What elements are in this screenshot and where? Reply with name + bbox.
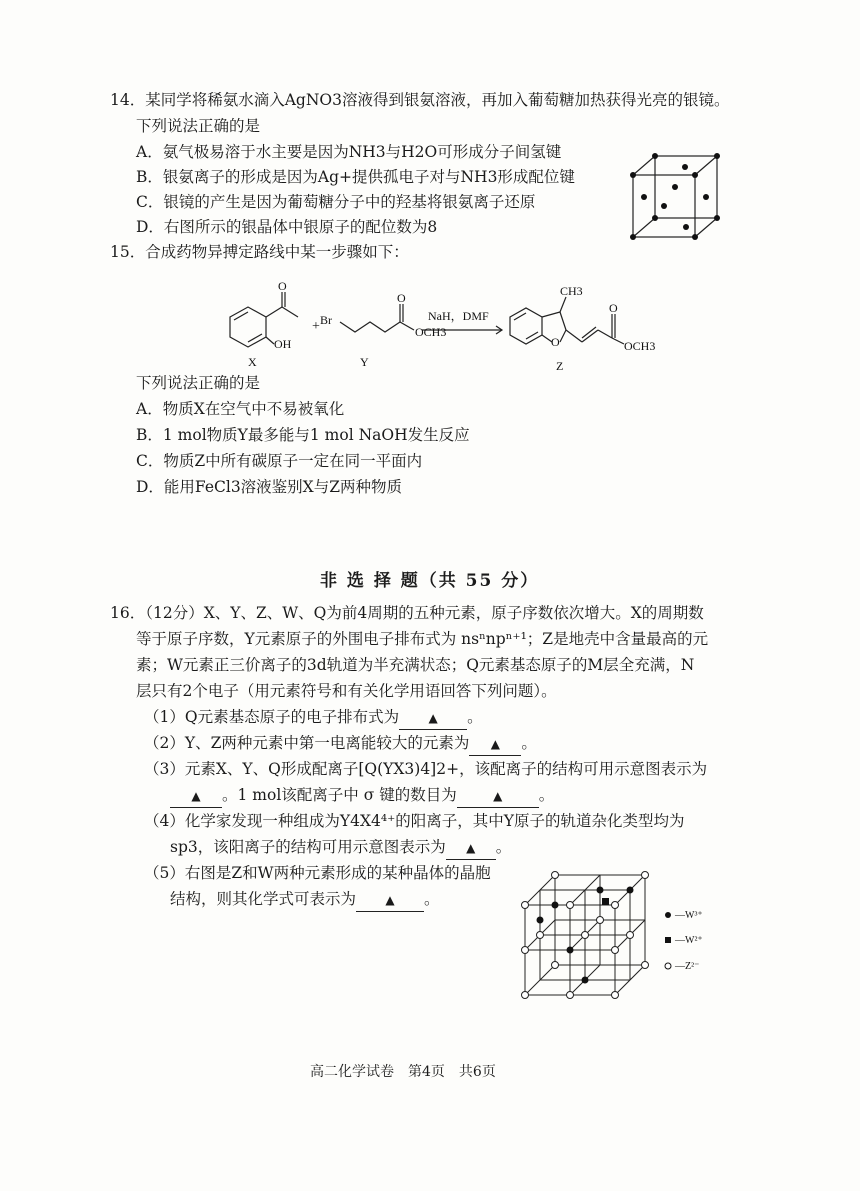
- q16-part-5a: （5）右图是Z和W两种元素形成的某种晶体的晶胞: [144, 864, 491, 882]
- section-title: 非 选 择 题（共 55 分）: [320, 571, 540, 591]
- z-ch3-label: CH3: [560, 284, 583, 298]
- q16-part-2: （2）Y、Z两种元素中第一电离能较大的元素为 ▲ 。: [144, 732, 537, 756]
- q16-part-4b: sp3，该阳离子的结构可用示意图表示为 ▲ 。: [170, 836, 511, 860]
- q15-option-c: C．物质Z中所有碳原子一定在同一平面内: [136, 452, 423, 470]
- q16-line-3: 素；W元素正三价离子的3d轨道为半充满状态；Q元素基态原子的M层全充满，N: [136, 656, 695, 674]
- q15-option-b: B．1 mol物质Y最多能与1 mol NaOH发生反应: [136, 426, 470, 444]
- y-label: Y: [360, 355, 369, 369]
- q15-option-a: A．物质X在空气中不易被氧化: [136, 400, 345, 418]
- q14-option-d: D．右图所示的银晶体中银原子的配位数为8: [136, 218, 438, 236]
- z-carbonyl-o: O: [609, 301, 618, 315]
- legend-w2: —W²⁺: [675, 935, 703, 946]
- answer-blank-3b[interactable]: ▲: [457, 784, 539, 808]
- fcc-cube-figure: [625, 150, 730, 245]
- x-benzene-ring: [230, 307, 266, 347]
- reaction-scheme: [210, 282, 690, 377]
- answer-blank-5[interactable]: ▲: [356, 888, 424, 912]
- q15-prompt: 下列说法正确的是: [136, 374, 261, 392]
- z-ring-o: O: [551, 335, 560, 349]
- zw-crystal-cell-figure: [520, 870, 735, 1000]
- q16-part-3b: ▲ 。1 mol该配离子中 σ 键的数目为 ▲ 。: [170, 784, 554, 808]
- q14-prompt: 下列说法正确的是: [136, 117, 261, 135]
- x-carbonyl-o: O: [278, 282, 287, 293]
- q16-part-3a: （3）元素X、Y、Q形成配离子[Q(YX3)4]2+，该配离子的结构可用示意图表示为: [144, 760, 708, 778]
- answer-blank-4[interactable]: ▲: [446, 836, 496, 860]
- z-label: Z: [556, 359, 564, 373]
- q16-part-5b: 结构，则其化学式可表示为 ▲ 。: [170, 888, 440, 912]
- z-och3-label: OCH3: [624, 339, 656, 353]
- svg-text:+: +: [312, 319, 320, 334]
- y-och3-label: OCH3: [415, 325, 447, 339]
- q16-line-1: 16．（12分）X、Y、Z、W、Q为前4周期的五种元素，原子序数依次增大。X的周期数: [110, 604, 704, 622]
- reagent-label: NaH，DMF: [428, 309, 489, 323]
- x-label: X: [248, 355, 257, 369]
- page-footer: 高二化学试卷 第4页 共6页: [310, 1064, 496, 1080]
- answer-blank-3a[interactable]: ▲: [170, 784, 222, 808]
- q14-option-a: A．氨气极易溶于水主要是因为NH3与H2O可形成分子间氢键: [136, 143, 562, 161]
- q16-line-2: 等于原子序数，Y元素原子的外围电子排布式为 nsⁿnpⁿ⁺¹；Z是地壳中含量最高的元: [136, 630, 709, 648]
- q16-part-1: （1）Q元素基态原子的电子排布式为 ▲ 。: [144, 706, 483, 730]
- q15-stem: 15．合成药物异搏定路线中某一步骤如下：: [110, 243, 409, 261]
- q14-option-b: B．银氨离子的形成是因为Ag+提供孤电子对与NH3形成配位键: [136, 168, 575, 186]
- y-carbonyl-o: O: [397, 291, 406, 305]
- legend-w3: —W³⁺: [675, 910, 703, 921]
- answer-blank-2[interactable]: ▲: [469, 732, 521, 756]
- answer-blank-1[interactable]: ▲: [399, 706, 467, 730]
- y-br-label: Br: [320, 313, 332, 327]
- q14-stem: 14．某同学将稀氨水滴入AgNO3溶液得到银氨溶液，再加入葡萄糖加热获得光亮的银镜。: [110, 91, 730, 109]
- q14-option-c: C．银镜的产生是因为葡萄糖分子中的羟基将银氨离子还原: [136, 193, 536, 211]
- q15-option-d: D．能用FeCl3溶液鉴别X与Z两种物质: [136, 478, 402, 496]
- x-oh-label: OH: [274, 337, 292, 351]
- legend-z2: —Z²⁻: [675, 961, 700, 972]
- q16-line-4: 层只有2个电子（用元素符号和有关化学用语回答下列问题）。: [136, 682, 557, 700]
- q16-part-4a: （4）化学家发现一种组成为Y4X4⁴⁺的阳离子，其中Y原子的轨道杂化类型均为: [144, 812, 685, 830]
